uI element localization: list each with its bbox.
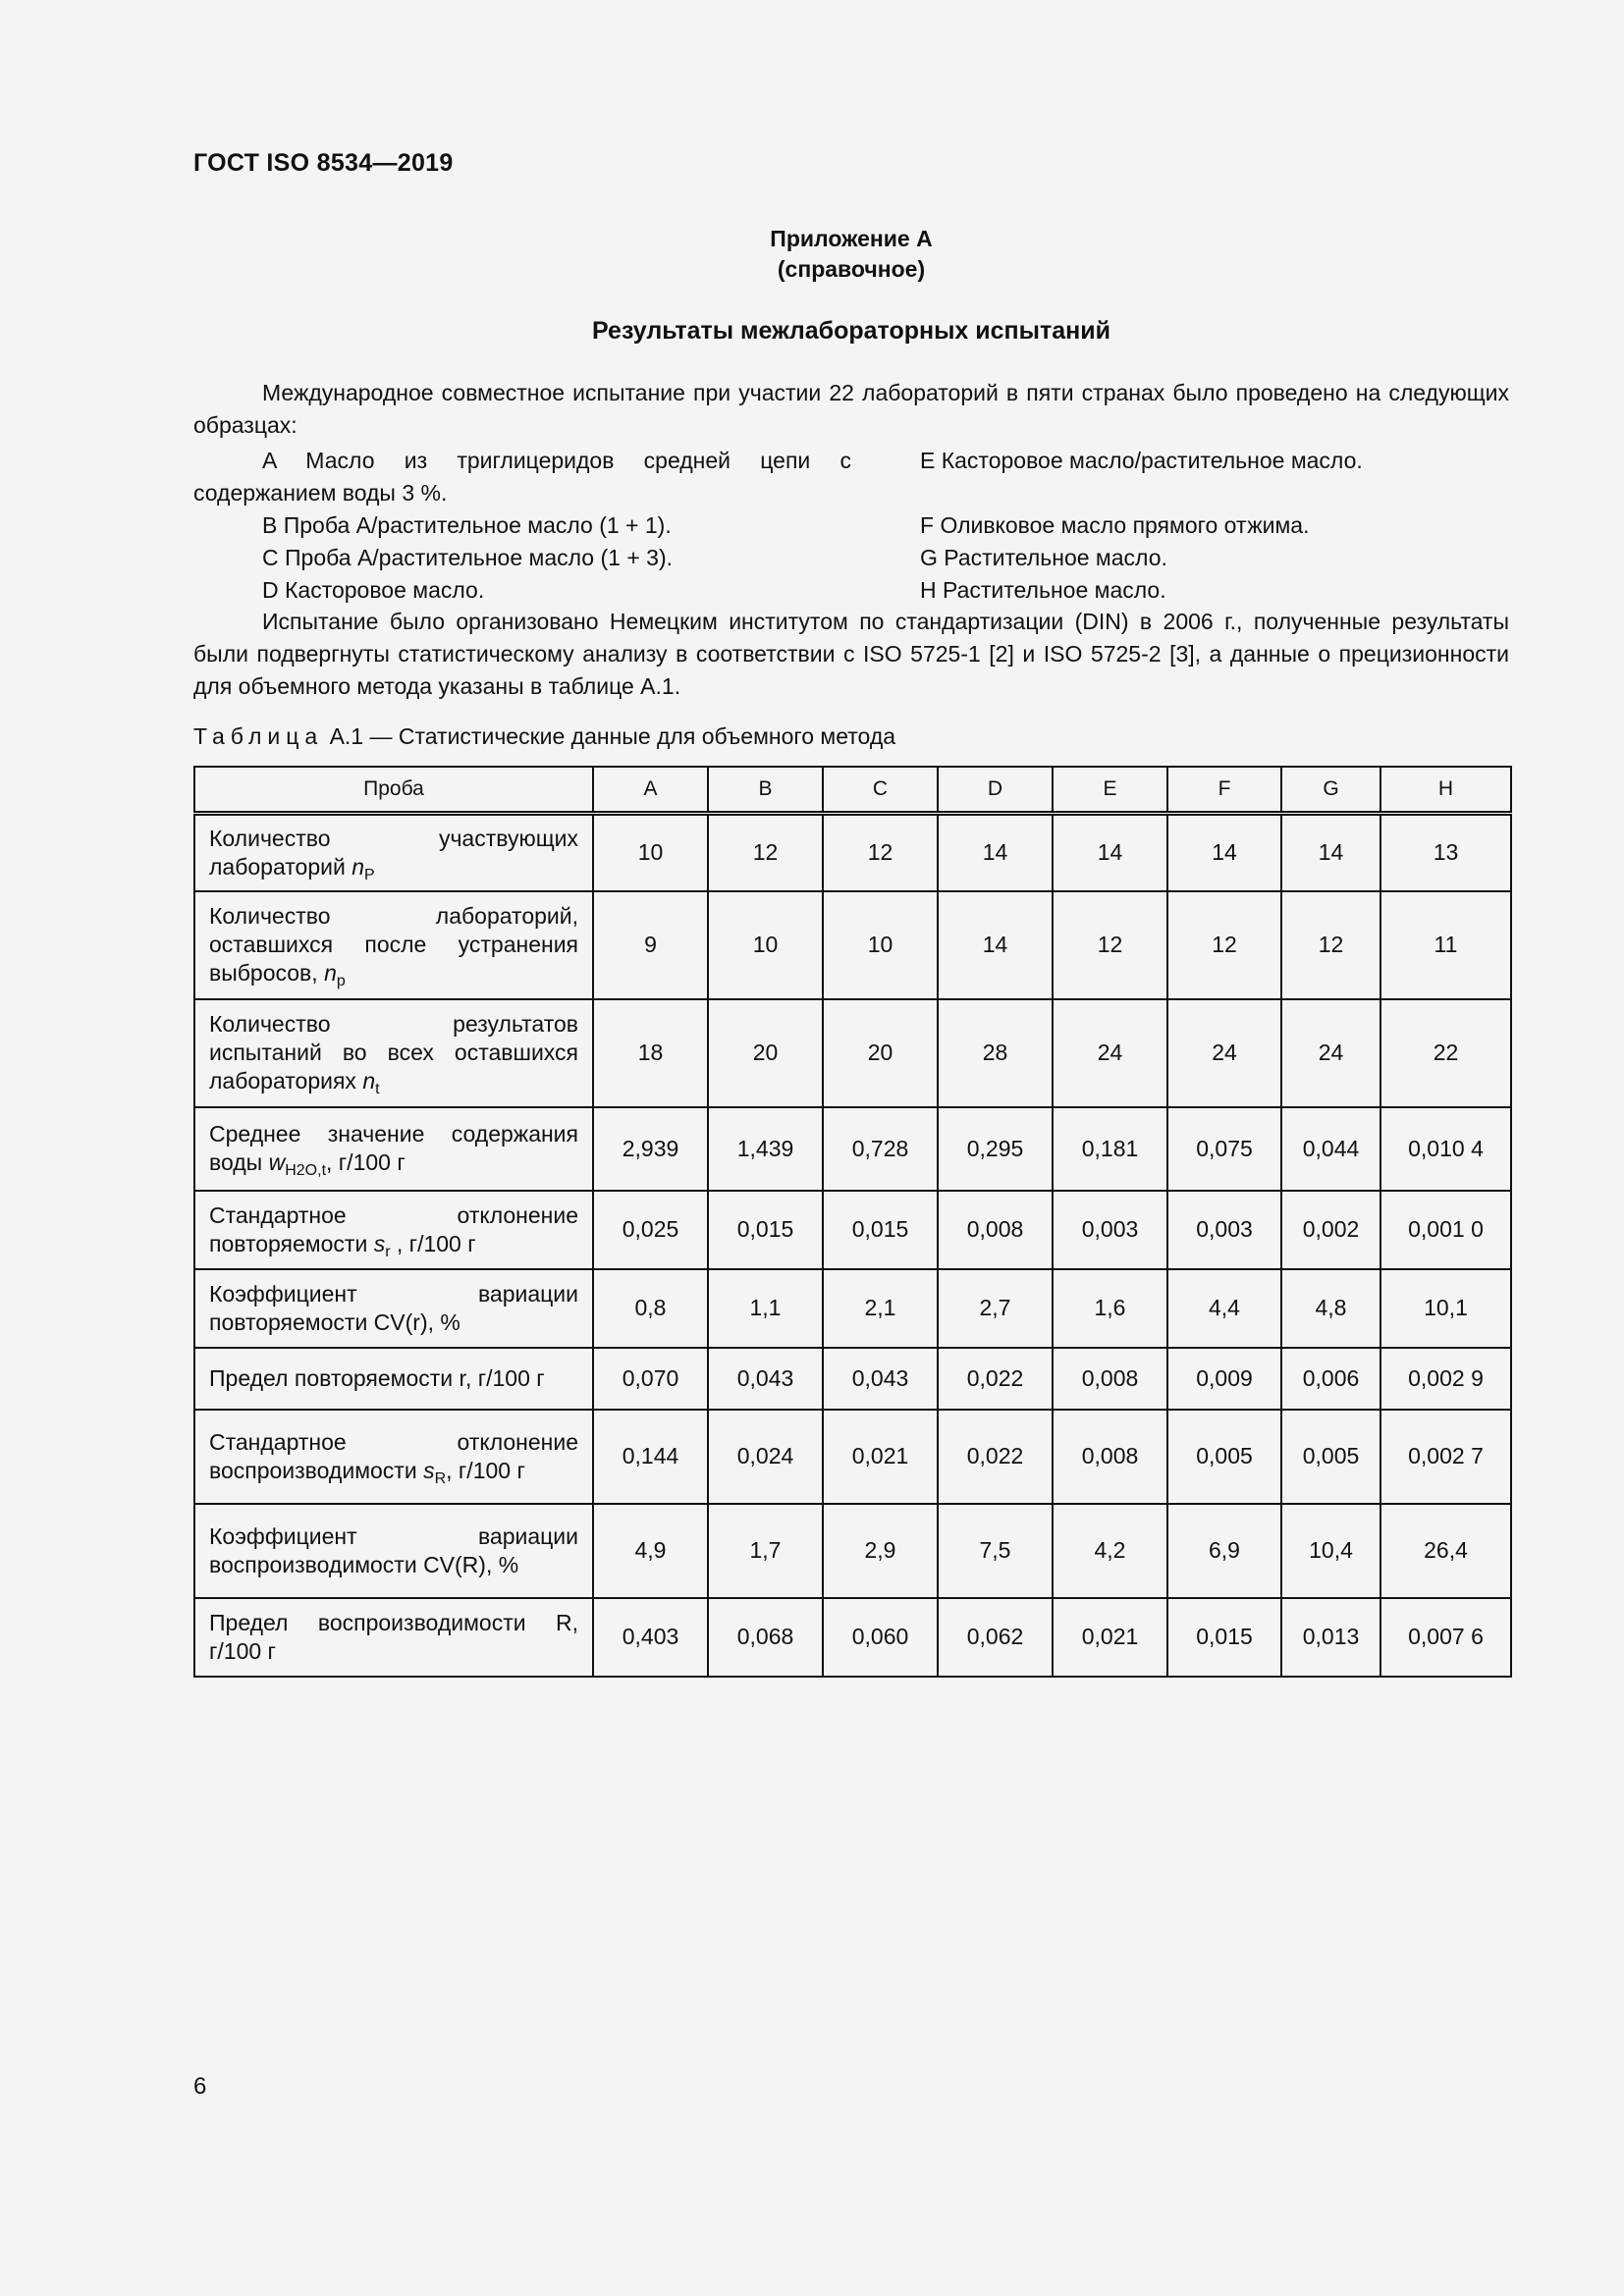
table-caption-label: Таблица [193, 723, 324, 749]
table-row [194, 814, 1511, 891]
table-cell: 11 [1380, 891, 1511, 999]
table-cell: 0,068 [708, 1598, 823, 1677]
table-cell: 2,9 [823, 1504, 938, 1598]
table-cell: 0,003 [1167, 1191, 1281, 1269]
row-label-text: Стандартное отклонение воспроизводимости [209, 1428, 578, 1483]
row-symbol: w [268, 1149, 286, 1175]
row-symbol-subscript: P [364, 866, 375, 883]
row-symbol-subscript: H2O,t [285, 1162, 327, 1179]
table-cell: 20 [823, 999, 938, 1107]
table-cell: 10,4 [1281, 1504, 1380, 1598]
table-header-row [194, 767, 1511, 814]
table-cell: 0,015 [1167, 1598, 1281, 1677]
table-row [194, 1269, 1511, 1348]
row-label-text: Количество лабораторий, оставшихся после устранения выбросов, [209, 903, 578, 986]
table-cell: 2,1 [823, 1269, 938, 1348]
page-number: 6 [193, 2073, 207, 2100]
table-cell: 0,295 [938, 1107, 1053, 1191]
row-label [194, 1410, 593, 1504]
table-cell: 0,015 [708, 1191, 823, 1269]
row-label-text: Предел повторяемости r, г/100 г [209, 1364, 545, 1391]
table-cell: 0,007 6 [1380, 1598, 1511, 1677]
table-cell: 26,4 [1380, 1504, 1511, 1598]
header-sample-a: A [593, 767, 708, 814]
table-row [194, 1191, 1511, 1269]
table-cell: 12 [1167, 891, 1281, 999]
table-cell: 0,008 [1053, 1348, 1167, 1410]
table-cell: 0,002 7 [1380, 1410, 1511, 1504]
table-cell: 12 [823, 814, 938, 891]
table-cell: 0,005 [1167, 1410, 1281, 1504]
annex-heading [193, 224, 1509, 285]
row-unit: , г/100 г [446, 1457, 525, 1483]
row-label [194, 1269, 593, 1348]
sample-e: E Касторовое масло/растительное масло. [920, 448, 1363, 473]
table-cell: 14 [1281, 814, 1380, 891]
table-cell: 0,728 [823, 1107, 938, 1191]
table-cell: 1,7 [708, 1504, 823, 1598]
table-row [194, 1107, 1511, 1191]
precision-table [193, 766, 1512, 1678]
table-cell: 14 [938, 814, 1053, 891]
table-cell: 0,006 [1281, 1348, 1380, 1410]
row-label-text: Стандартное отклонение повторяемости [209, 1201, 578, 1256]
table-cell: 12 [1053, 891, 1167, 999]
section-title: Результаты межлабораторных испытаний [591, 317, 1110, 345]
row-label [194, 999, 593, 1107]
table-cell: 18 [593, 999, 708, 1107]
row-symbol: s [373, 1230, 386, 1256]
table-cell: 0,003 [1053, 1191, 1167, 1269]
table-cell: 0,001 0 [1380, 1191, 1511, 1269]
table-cell: 28 [938, 999, 1053, 1107]
row-symbol: s [423, 1457, 435, 1483]
row-label-text: Коэффициент вариации повторяемости CV(r), % [209, 1280, 578, 1335]
table-row [194, 1410, 1511, 1504]
row-label [194, 1348, 593, 1410]
table-caption-text: А.1 — Статистические данные для объемного метода [329, 723, 896, 749]
organization-paragraph: Испытание было организовано Немецким институтом по стандартизации (DIN) в 2006 г., полученные результаты были подвергнуты статистическому анализу в соответствии с ISO 5725-1 [2] и ISO 5725-2 [3], а данные о прецизионности для объемного метода указаны в таблице А.1. [193, 609, 1509, 699]
sample-h: H Растительное масло. [920, 577, 1166, 603]
table-row [194, 1348, 1511, 1410]
row-label-text: Предел воспроизводимости R, г/100 г [209, 1609, 578, 1664]
table-cell: 0,043 [708, 1348, 823, 1410]
table-cell: 0,015 [823, 1191, 938, 1269]
table-cell: 4,2 [1053, 1504, 1167, 1598]
sample-c: C Проба А/растительное масло (1 + 3). [262, 545, 673, 570]
table-cell: 4,4 [1167, 1269, 1281, 1348]
table-cell: 0,021 [1053, 1598, 1167, 1677]
row-label [194, 1191, 593, 1269]
table-cell: 7,5 [938, 1504, 1053, 1598]
row-label-text: Количество результатов испытаний во всех оставшихся лабораториях [209, 1011, 578, 1094]
table-row [194, 1598, 1511, 1677]
table-cell: 0,062 [938, 1598, 1053, 1677]
table-cell: 0,010 4 [1380, 1107, 1511, 1191]
table-cell: 14 [1167, 814, 1281, 891]
header-sample-g: G [1281, 767, 1380, 814]
row-label [194, 1504, 593, 1598]
annex-title: Приложение А [770, 226, 933, 251]
row-symbol: n [324, 960, 337, 986]
header-sample-c: C [823, 767, 938, 814]
table-cell: 20 [708, 999, 823, 1107]
table-cell: 2,939 [593, 1107, 708, 1191]
table-cell: 4,8 [1281, 1269, 1380, 1348]
sample-b: B Проба А/растительное масло (1 + 1). [262, 512, 672, 538]
table-cell: 0,008 [938, 1191, 1053, 1269]
table-cell: 0,009 [1167, 1348, 1281, 1410]
table-cell: 0,002 [1281, 1191, 1380, 1269]
table-cell: 10 [823, 891, 938, 999]
sample-g: G Растительное масло. [920, 545, 1167, 570]
table-cell: 10 [593, 814, 708, 891]
row-label [194, 1107, 593, 1191]
annex-type: (справочное) [777, 256, 926, 282]
table-cell: 0,024 [708, 1410, 823, 1504]
row-label-text: Коэффициент вариации воспроизводимости CV(R), % [209, 1522, 578, 1577]
table-cell: 1,439 [708, 1107, 823, 1191]
table-cell: 0,013 [1281, 1598, 1380, 1677]
table-cell: 22 [1380, 999, 1511, 1107]
row-symbol-subscript: t [375, 1081, 380, 1097]
table-cell: 0,044 [1281, 1107, 1380, 1191]
table-cell: 14 [938, 891, 1053, 999]
row-label-text: Среднее значение содержания воды [209, 1121, 578, 1175]
table-row [194, 999, 1511, 1107]
table-cell: 0,403 [593, 1598, 708, 1677]
table-cell: 10,1 [1380, 1269, 1511, 1348]
header-sample-h: H [1380, 767, 1511, 814]
header-sample-f: F [1167, 767, 1281, 814]
row-unit: , г/100 г [326, 1149, 406, 1175]
header-sample-b: B [708, 767, 823, 814]
table-cell: 1,6 [1053, 1269, 1167, 1348]
row-label [194, 814, 593, 891]
row-symbol-subscript: r [385, 1243, 391, 1260]
table-cell: 0,8 [593, 1269, 708, 1348]
table-cell: 0,021 [823, 1410, 938, 1504]
table-row [194, 1504, 1511, 1598]
sample-a: A Масло из триглицеридов средней цепи с содержанием воды 3 %. [193, 448, 851, 506]
table-cell: 14 [1053, 814, 1167, 891]
table-cell: 0,075 [1167, 1107, 1281, 1191]
table-cell: 0,025 [593, 1191, 708, 1269]
table-cell: 0,070 [593, 1348, 708, 1410]
header-sample-e: E [1053, 767, 1167, 814]
table-row [194, 891, 1511, 999]
table-cell: 1,1 [708, 1269, 823, 1348]
header-sample-d: D [938, 767, 1053, 814]
table-cell: 12 [708, 814, 823, 891]
row-symbol-subscript: p [336, 973, 346, 989]
row-label-text: Количество участвующих лабораторий [209, 825, 578, 880]
table-cell: 6,9 [1167, 1504, 1281, 1598]
table-cell: 0,002 9 [1380, 1348, 1511, 1410]
table-cell: 0,005 [1281, 1410, 1380, 1504]
intro-paragraph: Международное совместное испытание при участии 22 лабораторий в пяти странах было проведено на следующих образцах: [193, 380, 1509, 438]
table-cell: 13 [1380, 814, 1511, 891]
table-cell: 24 [1281, 999, 1380, 1107]
table-cell: 0,144 [593, 1410, 708, 1504]
table-cell: 0,022 [938, 1410, 1053, 1504]
table-caption [193, 723, 895, 750]
table-cell: 0,181 [1053, 1107, 1167, 1191]
table-cell: 2,7 [938, 1269, 1053, 1348]
table-cell: 9 [593, 891, 708, 999]
row-symbol: n [362, 1068, 376, 1094]
table-cell: 0,043 [823, 1348, 938, 1410]
row-unit: , г/100 г [390, 1230, 476, 1256]
standard-designation: ГОСТ ISO 8534—2019 [193, 149, 454, 177]
table-cell: 0,008 [1053, 1410, 1167, 1504]
table-cell: 12 [1281, 891, 1380, 999]
row-symbol-subscript: R [434, 1469, 447, 1487]
row-label [194, 891, 593, 999]
table-cell: 10 [708, 891, 823, 999]
sample-d: D Касторовое масло. [262, 577, 485, 603]
table-cell: 24 [1053, 999, 1167, 1107]
row-symbol: n [352, 853, 364, 880]
table-cell: 0,022 [938, 1348, 1053, 1410]
table-cell: 24 [1167, 999, 1281, 1107]
table-cell: 4,9 [593, 1504, 708, 1598]
sample-f: F Оливковое масло прямого отжима. [920, 512, 1310, 538]
table-cell: 0,060 [823, 1598, 938, 1677]
row-label [194, 1598, 593, 1677]
header-sample: Проба [194, 767, 593, 814]
